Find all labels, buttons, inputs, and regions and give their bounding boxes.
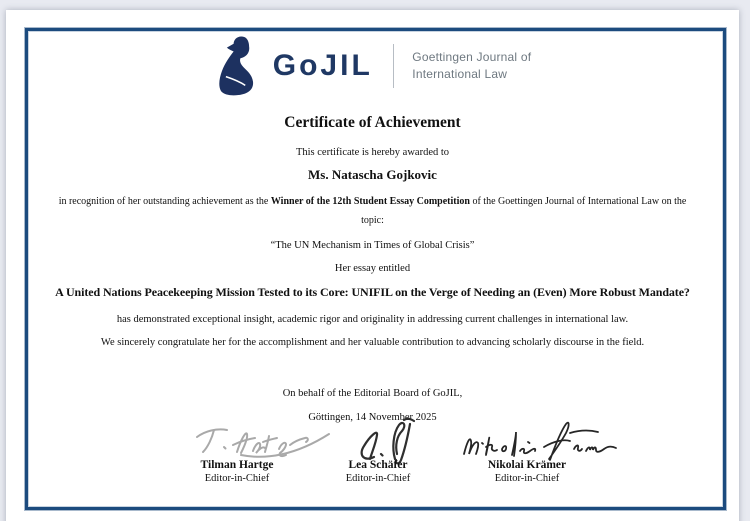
header-divider [393,44,395,88]
signatory-1-name: Tilman Hartge [200,459,274,471]
recipient-name: Ms. Natascha Gojkovic [308,167,437,182]
recognition-highlight: Winner of the 12th Student Essay Competition [270,196,470,207]
topic-label: topic: [361,215,384,226]
signature-tilman-hartge [191,420,336,462]
statement-line-2: We sincerely congratulate her for the accomplishment and her valuable contribution to advancing scholarly discourse in the field. [100,337,645,348]
essay-intro-line: Her essay entitled [334,263,411,274]
journal-name-line1: Goettingen Journal of [412,50,532,64]
signature-nikolai-kraemer [458,418,623,464]
signatory-3-name: Nikolai Krämer [487,459,567,471]
signature-lea-schaefer [350,417,422,465]
signatory-2-name: Lea Schäfer [348,459,408,471]
signatory-2 [293,459,463,486]
journal-name [412,49,531,83]
journal-name-line2: International Law [412,67,508,81]
certificate-page [6,10,739,521]
journal-header [6,36,739,96]
essay-title: A United Nations Peacekeeping Mission Tested to its Core: UNIFIL on the Verge of Needing an (Even) More Robust Mandate? [55,285,690,299]
signatory-3 [442,459,612,486]
signatory-2-role: Editor-in-Chief [345,473,411,484]
signatory-3-role: Editor-in-Chief [494,473,560,484]
awarded-to-line: This certificate is hereby awarded to [295,147,450,158]
brand-wordmark: GoJIL [272,49,373,82]
signatory-1-role: Editor-in-Chief [204,473,270,484]
place-and-date: Göttingen, 14 November 2025 [308,412,437,423]
recognition-suffix: of the Goettingen Journal of International Law on the [469,196,687,207]
statement-line-1: has demonstrated exceptional insight, academic rigor and originality in addressing current challenges in international law. [116,314,629,325]
recognition-prefix: in recognition of her outstanding achievement as the [58,196,271,207]
certificate-title: Certificate of Achievement [284,114,461,131]
gojil-figure-logo-icon [214,36,261,96]
competition-topic: “The UN Mechanism in Times of Global Crisis” [270,240,475,251]
closing-line: On behalf of the Editorial Board of GoJIL, [282,388,463,399]
recognition-line [6,196,739,207]
